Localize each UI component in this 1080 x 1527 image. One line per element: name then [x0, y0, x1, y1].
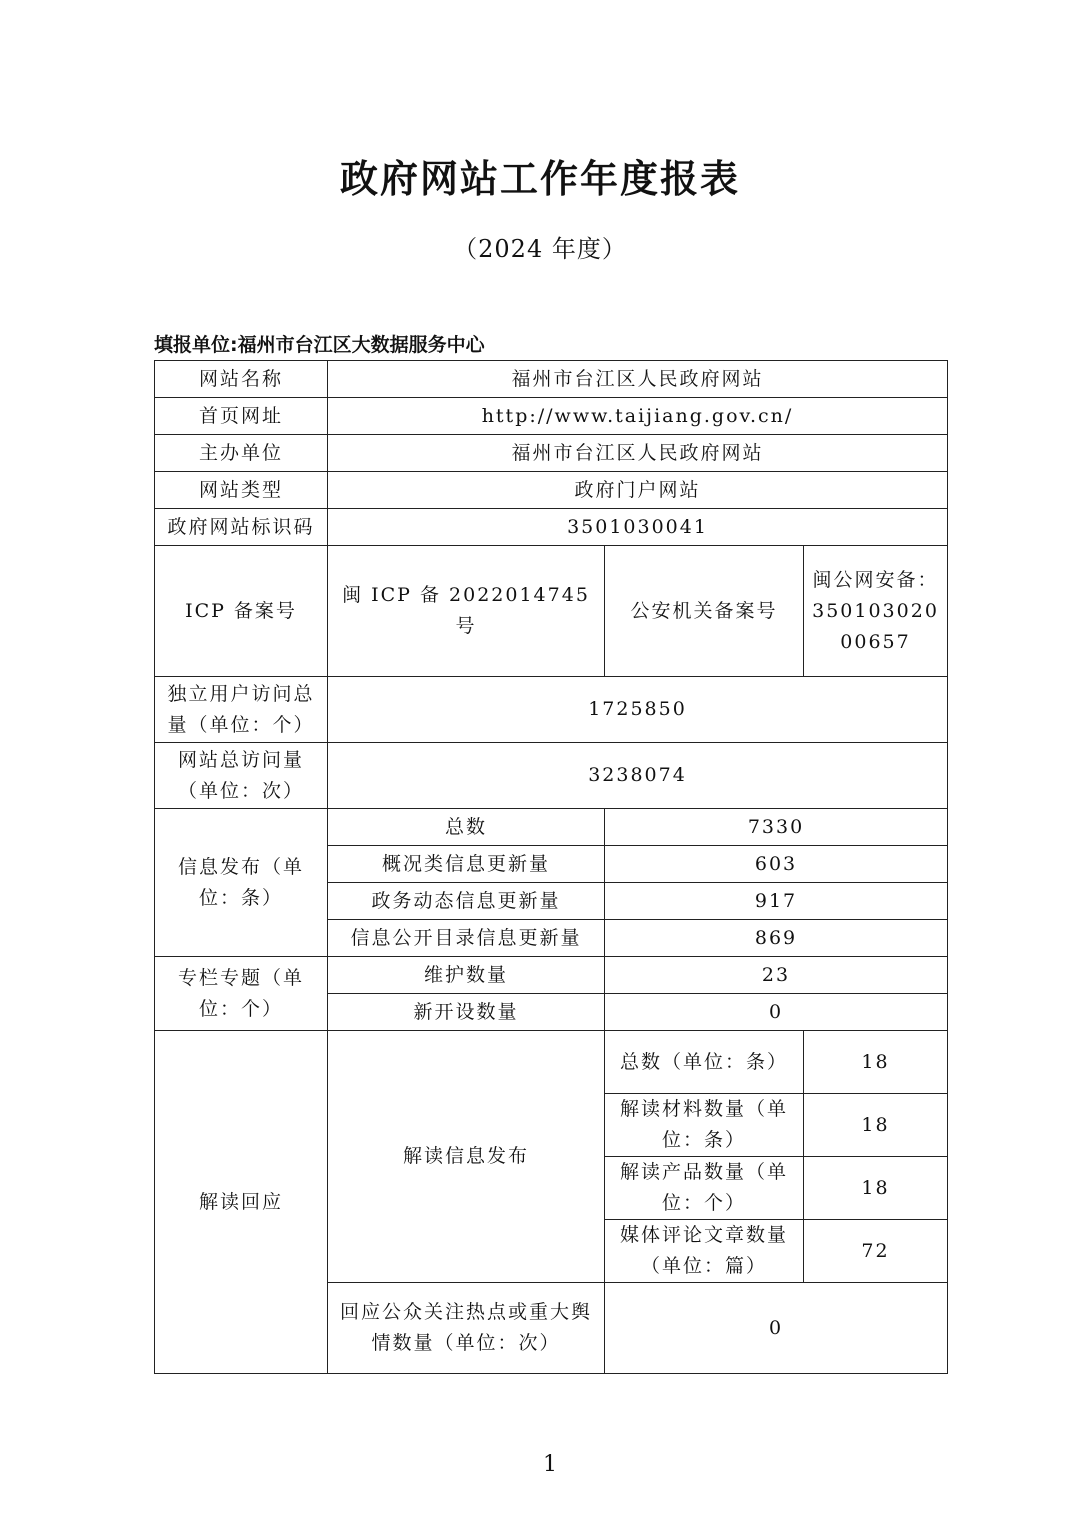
column-item-value: 0 [605, 994, 948, 1031]
table-row [155, 398, 948, 435]
info-item-label: 概况类信息更新量 [328, 846, 605, 883]
info-item-value: 7330 [605, 809, 948, 846]
sponsor-label: 主办单位 [155, 435, 328, 472]
sponsor-value: 福州市台江区人民政府网站 [328, 435, 948, 472]
interp-item-value: 18 [804, 1094, 948, 1157]
police-record-label: 公安机关备案号 [605, 546, 804, 677]
interp-item-label: 媒体评论文章数量（单位：篇） [605, 1220, 804, 1283]
column-item-label: 维护数量 [328, 957, 605, 994]
site-code-value: 3501030041 [328, 509, 948, 546]
site-type-value: 政府门户网站 [328, 472, 948, 509]
report-year: （2024 年度） [453, 235, 627, 263]
site-name-label: 网站名称 [155, 361, 328, 398]
response-label: 回应公众关注热点或重大舆情数量（单位：次） [328, 1283, 605, 1374]
reporting-unit: 填报单位:福州市台江区大数据服务中心 [154, 334, 485, 356]
response-value: 0 [605, 1283, 948, 1374]
info-item-label: 信息公开目录信息更新量 [328, 920, 605, 957]
homepage-value: http://www.taijiang.gov.cn/ [328, 398, 948, 435]
interp-item-label: 总数（单位：条） [605, 1031, 804, 1094]
homepage-label: 首页网址 [155, 398, 328, 435]
info-item-label: 总数 [328, 809, 605, 846]
interp-item-label: 解读材料数量（单位：条） [605, 1094, 804, 1157]
table-row [155, 743, 948, 809]
column-item-value: 23 [605, 957, 948, 994]
special-columns-label: 专栏专题（单位：个） [155, 957, 328, 1031]
table-row [155, 546, 948, 677]
table-row [155, 472, 948, 509]
table-row [155, 509, 948, 546]
interpretation-label: 解读回应 [155, 1031, 328, 1374]
table-row [155, 361, 948, 398]
table-row [155, 1031, 948, 1094]
interpretation-sub-label: 解读信息发布 [328, 1031, 605, 1283]
info-item-value: 603 [605, 846, 948, 883]
info-item-label: 政务动态信息更新量 [328, 883, 605, 920]
info-item-value: 917 [605, 883, 948, 920]
table-row [155, 435, 948, 472]
report-title: 政府网站工作年度报表 [339, 157, 740, 201]
icp-label: ICP 备案号 [155, 546, 328, 677]
site-type-label: 网站类型 [155, 472, 328, 509]
table-row [155, 677, 948, 743]
table-row [155, 809, 948, 846]
icp-value: 闽 ICP 备 2022014745 号 [328, 546, 605, 677]
unique-visitors-label: 独立用户访问总量（单位：个） [155, 677, 328, 743]
interp-item-value: 18 [804, 1031, 948, 1094]
total-visits-label: 网站总访问量（单位：次） [155, 743, 328, 809]
unique-visitors-value: 1725850 [328, 677, 948, 743]
page-number: 1 [543, 1452, 557, 1477]
info-item-value: 869 [605, 920, 948, 957]
column-item-label: 新开设数量 [328, 994, 605, 1031]
info-publish-label: 信息发布（单位：条） [155, 809, 328, 957]
interp-item-value: 72 [804, 1220, 948, 1283]
site-code-label: 政府网站标识码 [155, 509, 328, 546]
site-name-value: 福州市台江区人民政府网站 [328, 361, 948, 398]
interp-item-value: 18 [804, 1157, 948, 1220]
total-visits-value: 3238074 [328, 743, 948, 809]
report-table [154, 360, 948, 1374]
interp-item-label: 解读产品数量（单位：个） [605, 1157, 804, 1220]
table-row [155, 957, 948, 994]
police-record-value: 闽公网安备：35010302000657 [804, 546, 948, 677]
